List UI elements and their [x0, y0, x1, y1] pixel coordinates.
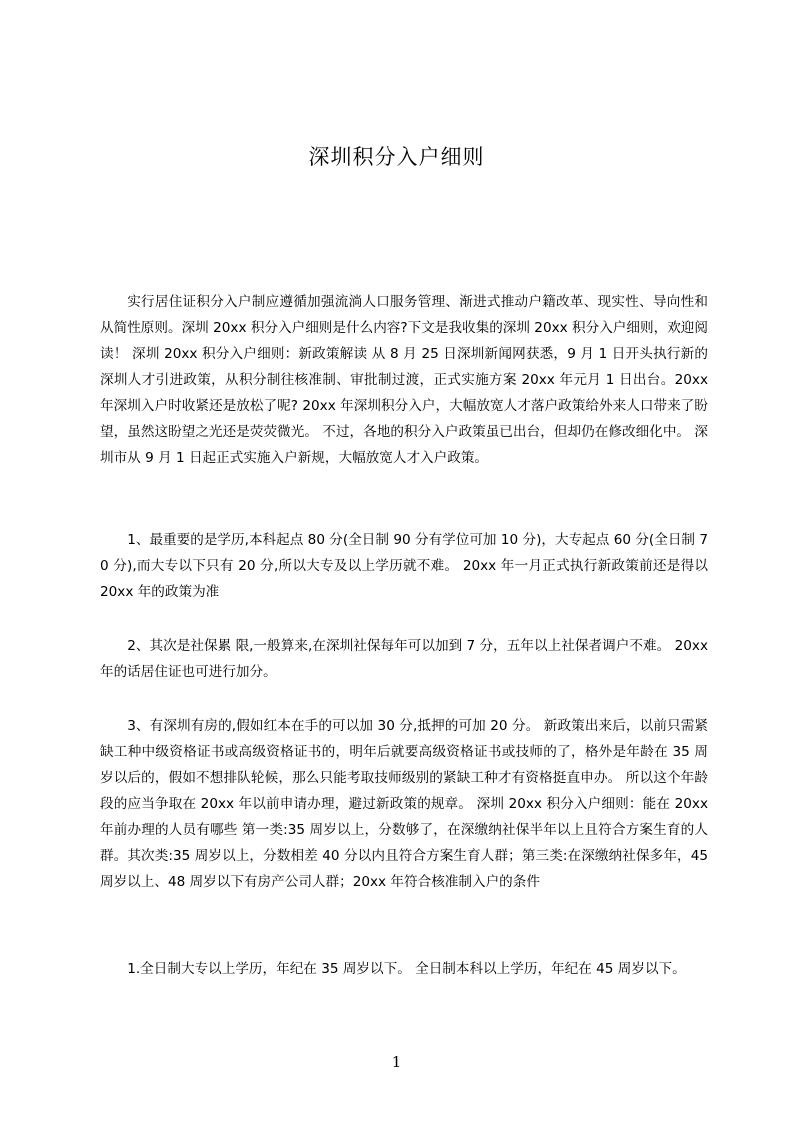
document-title: 深圳积分入户细则: [308, 145, 485, 169]
page-number: 1: [391, 1053, 402, 1071]
paragraph-education: 1、最重要的是学历,本科起点 80 分(全日制 90 分有学位可加 10 分)，大专起点 60 分(全日制 70 分),而大专以下只有 20 分,所以大专及以上学历就不难。 20xx 年一月正式执行新政策前还是得以 20xx 年的政策为准: [100, 532, 708, 600]
paragraph-intro: 实行居住证积分入户制应遵循加强流淌人口服务管理、渐进式推动户籍改革、现实性、导向性和从简性原则。深圳 20xx 积分入户细则是什么内容?下文是我收集的深圳 20xx 积分入户细则，欢迎阅读！ 深圳 20xx 积分入户细则：新政策解读 从 8 月 25 日深圳新闻网获悉，9 月 1 日开头执行新的深圳人才引进政策，从积分制往核准制、审批制过渡，正式实施方案 20xx 年元月 1 日出台。20xx 年深圳入户时收紧还是放松了呢? 20xx 年深圳积分入户，大幅放宽人才落户政策给外来人口带来了盼望，虽然这盼望之光还是荧荧微光。 不过，各地的积分入户政策虽已出台，但却仍在修改细化中。 深圳市从 9 月 1 日起正式实施入户新规，大幅放宽人才入户政策。: [100, 294, 708, 466]
paragraph-social-security: 2、其次是社保累 限,一般算来,在深圳社保每年可以加到 7 分，五年以上社保者调户不难。 20xx 年的话居住证也可进行加分。: [100, 638, 708, 680]
paragraph-conditions: 1.全日制大专以上学历，年纪在 35 周岁以下。 全日制本科以上学历，年纪在 45 周岁以下。: [127, 961, 686, 977]
paragraph-housing: 3、有深圳有房的,假如红本在手的可以加 30 分,抵押的可加 20 分。 新政策出来后，以前只需紧缺工种中级资格证书或高级资格证书的，明年后就要高级资格证书或技师的了，格外是年龄在 35 周岁以后的，假如不想排队轮候，那么只能考取技师级别的紧缺工种才有资格挺直申办。 所以这个年龄段的应当争取在 20xx 年以前申请办理，避过新政策的规章。 深圳 20xx 积分入户细则：能在 20xx 年前办理的人员有哪些 第一类:35 周岁以上，分数够了，在深缴纳社保半年以上且符合方案生育的人群。其次类:35 周岁以上，分数相差 40 分以内且符合方案生育人群；第三类:在深缴纳社保多年，45 周岁以上、48 周岁以下有房产公司人群；20xx 年符合核准制入户的条件: [100, 718, 708, 890]
